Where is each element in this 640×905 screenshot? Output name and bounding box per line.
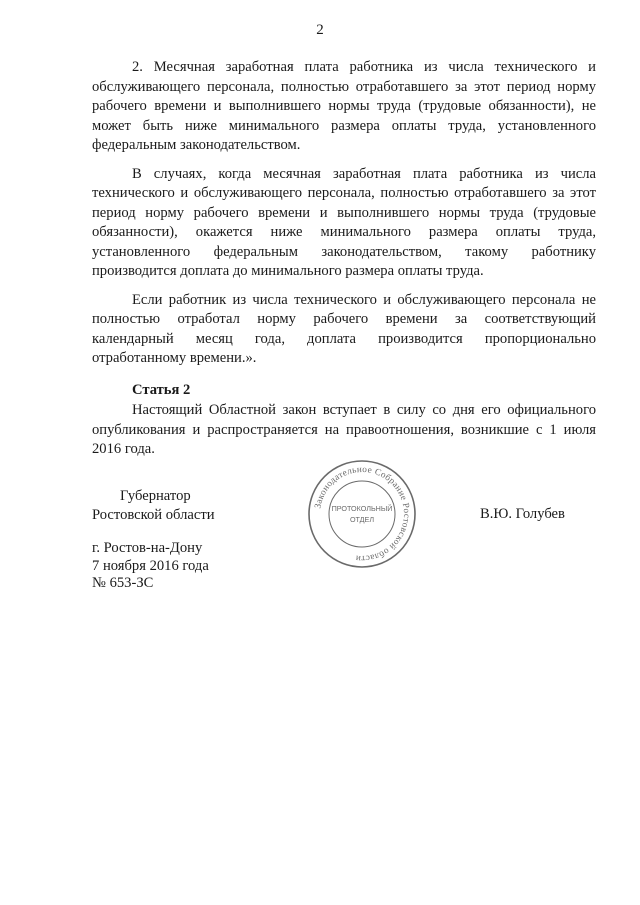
svg-text:Законодательное Собрание Росто bbox=[312, 464, 412, 564]
document-body bbox=[92, 58, 596, 469]
stamp-inner-ring bbox=[329, 481, 395, 547]
stamp-center-line-1: ПРОТОКОЛЬНЫЙ bbox=[331, 504, 393, 513]
stamp-outer-ring bbox=[309, 461, 415, 567]
official-stamp-seal bbox=[306, 458, 418, 570]
stamp-center-line-2: ОТДЕЛ bbox=[349, 515, 375, 524]
paragraph-4: Настоящий Областной закон вступает в силу со дня его официального опубликования и распространяется на правоотношения, возникшие с 1 июля 2016 года. bbox=[92, 402, 596, 457]
signature-title-line-1: Губернатор bbox=[120, 488, 191, 504]
signature-name: В.Ю. Голубев bbox=[480, 506, 565, 522]
article-heading: Статья 2 bbox=[132, 381, 191, 398]
place-date-number bbox=[92, 540, 209, 593]
law-number: № 653-ЗС bbox=[92, 575, 154, 591]
paragraph-3: Если работник из числа технического и обслуживающего персонала не полностью отработал норму рабочего времени за соответствующий календарный месяц года, доплата производится пропорционально отработанному времени.». bbox=[92, 291, 596, 366]
place-city: г. Ростов-на-Дону bbox=[92, 540, 203, 556]
page-number: 2 bbox=[316, 22, 324, 38]
stamp-ring-text: Законодательное Собрание Ростовской области bbox=[312, 463, 413, 565]
signature-title-line-2: Ростовской области bbox=[92, 507, 215, 523]
place-date: 7 ноября 2016 года bbox=[92, 557, 209, 574]
signature-title bbox=[92, 487, 215, 525]
paragraph-1: 2. Месячная заработная плата работника из числа технического и обслуживающего персонала, полностью отработавшего за этот период норму рабочего времени и выполнившего нормы труда (трудовые обязанности), не может быть ниже минимального размера оплаты труда, установленного федеральным законодательством. bbox=[92, 59, 596, 153]
paragraph-2: В случаях, когда месячная заработная плата работника из числа технического и обслуживающего персонала, полностью отработавшего за этот период норму рабочего времени и выполнившего нормы труда (трудовые обязанности), окажется ниже минимального размера оплаты труда, установленного федеральным законодательством, такому работнику производится доплата до минимального размера оплаты труда. bbox=[92, 165, 596, 279]
